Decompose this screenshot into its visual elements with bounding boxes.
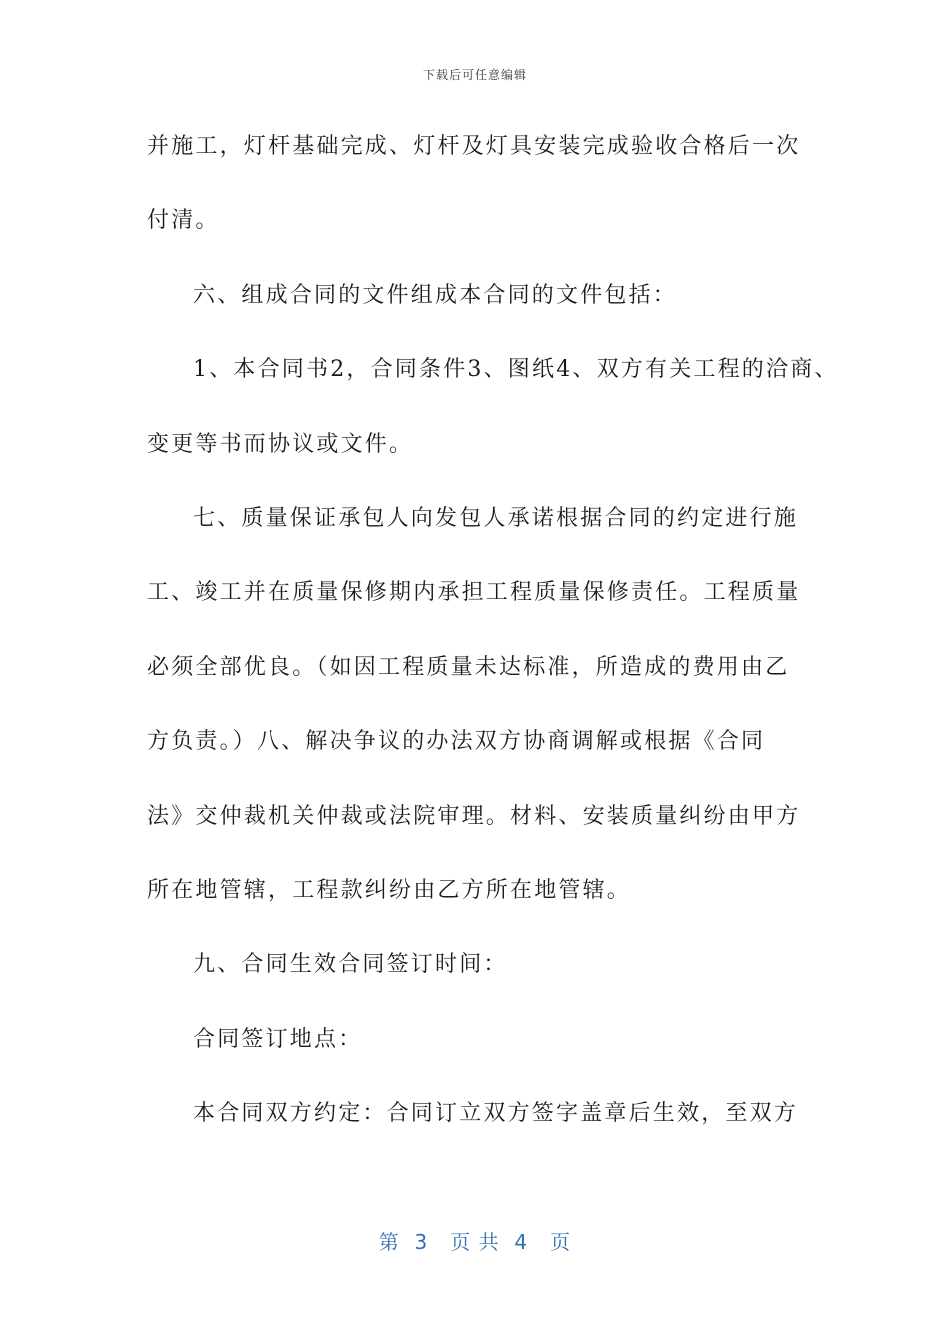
text-line: 法》交仲裁机关仲裁或法院审理。材料、安装质量纠纷由甲方 [147,803,801,829]
text-line: 本合同双方约定：合同订立双方签字盖章后生效，至双方 [193,1101,799,1127]
text-line: 所在地管辖，工程款纠纷由乙方所在地管辖。 [147,877,632,903]
text-line: 变更等书而协议或文件。 [147,431,414,457]
text-line: 必须全部优良。（如因工程质量未达标准，所造成的费用由乙 [147,654,790,680]
text-line: 1、本合同书2，合同条件3、图纸4、双方有关工程的洽商、 [193,357,839,383]
section-heading-9: 九、合同生效合同签订时间： [193,952,508,978]
section-heading-6: 六、组成合同的文件组成本合同的文件包括： [193,282,678,308]
text-line: 方负责。）八、解决争议的办法双方协商调解或根据《合同 [147,729,766,755]
text-line: 合同签订地点： [193,1026,363,1052]
header-note: 下载后可任意编辑 [422,68,527,82]
section-heading-7: 七、质量保证承包人向发包人承诺根据合同的约定进行施 [193,505,799,531]
document-body [147,110,839,1151]
page-number: 第 3 页 共 4 页 [378,1230,572,1254]
text-line: 付清。 [147,208,220,234]
text-line: 并施工，灯杆基础完成、灯杆及灯具安装完成验收合格后一次 [147,134,801,159]
text-line: 工、竣工并在质量保修期内承担工程质量保修责任。工程质量 [147,580,801,606]
